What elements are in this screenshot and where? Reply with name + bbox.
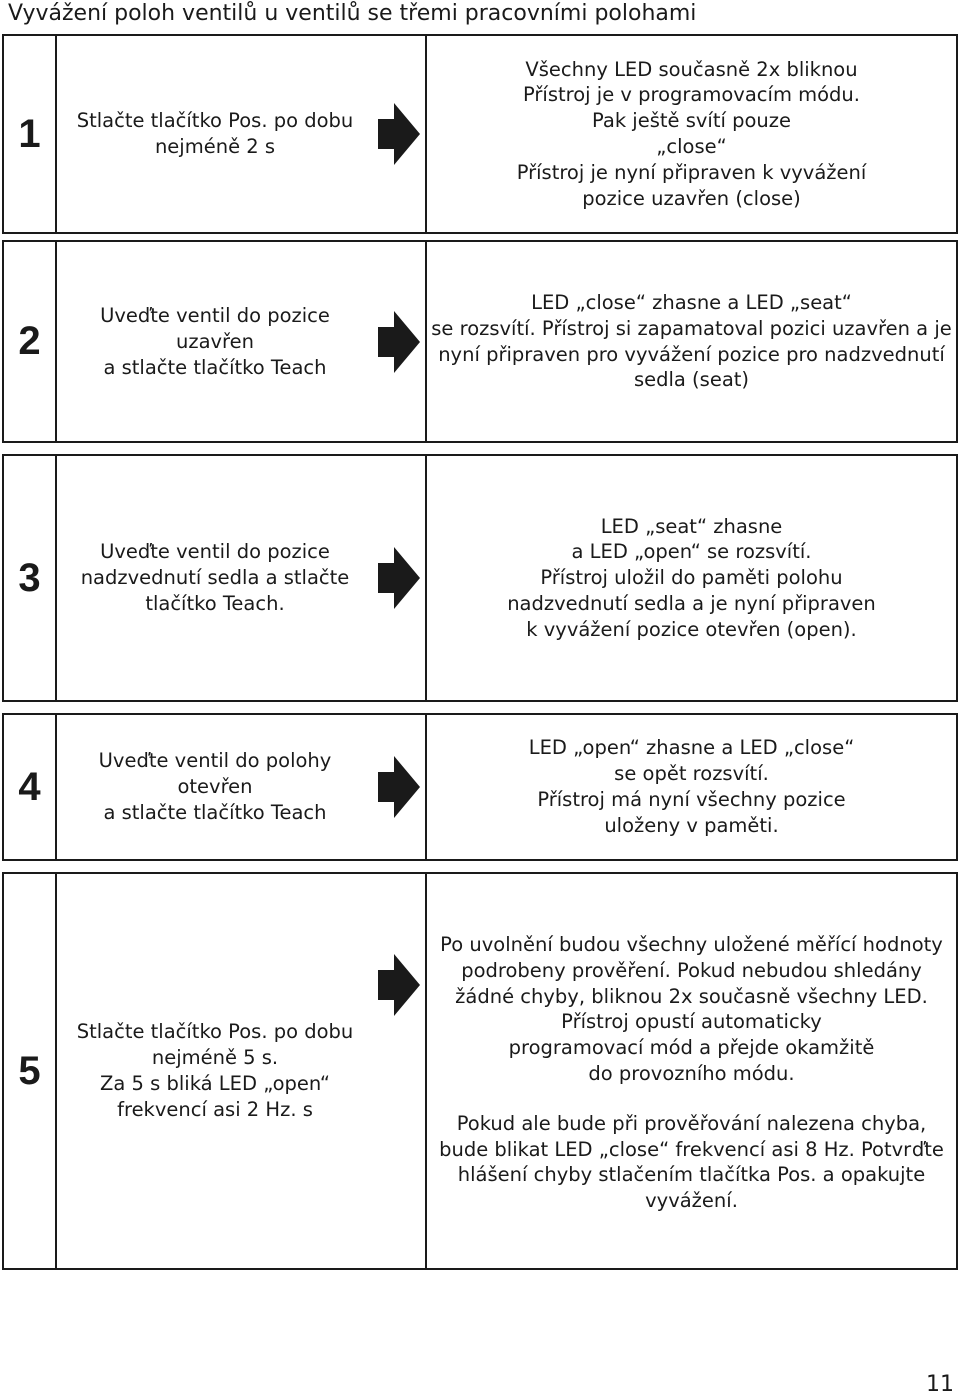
step-row-1	[2, 34, 958, 234]
result-line: vyvážení.	[645, 1189, 738, 1213]
result-line: pozice uzavřen (close)	[582, 186, 801, 210]
result-line: programovací mód a přejde okamžitě	[508, 1036, 875, 1060]
action-line: frekvencí asi 2 Hz. s	[117, 1098, 313, 1121]
step-row-5	[2, 872, 958, 1270]
step-result	[425, 874, 956, 1268]
result-line: hlášení chyby stlačením tlačítka Pos. a opakujte	[457, 1163, 926, 1187]
result-line: LED „close“ zhasne a LED „seat“	[531, 290, 852, 314]
result-line: se rozsvítí. Přístroj si zapamatoval pozici uzavřen a je	[431, 316, 952, 340]
action-line: otevřen	[177, 775, 253, 798]
result-line: k vyvážení pozice otevřen (open).	[526, 617, 857, 641]
action-line: a stlačte tlačítko Teach	[103, 801, 327, 824]
result-line: se opět rozsvítí.	[614, 762, 769, 786]
step-result	[425, 715, 956, 859]
result-line: sedla (seat)	[633, 368, 750, 392]
result-line: Pak ještě svítí pouze	[591, 109, 792, 133]
page-number: 11	[926, 1372, 954, 1397]
page-title: Vyvážení poloh ventilů u ventilů se třemi pracovními polohami	[8, 1, 697, 26]
action-line: a stlačte tlačítko Teach	[103, 355, 327, 379]
result-line: Přístroj opustí automaticky	[561, 1010, 822, 1034]
right-block-arrow-icon	[378, 311, 420, 373]
result-line: Všechny LED současně 2x bliknou	[525, 57, 858, 81]
right-block-arrow-icon	[378, 547, 420, 609]
result-line: „close“	[656, 135, 727, 158]
step-action	[57, 874, 373, 1268]
result-line: a LED „open“ se rozsvítí.	[571, 540, 812, 564]
action-line: nejméně 2 s	[154, 135, 276, 158]
step-result	[425, 36, 956, 232]
result-line: Pokud ale bude při prověřování nalezena chyba,	[456, 1111, 927, 1135]
action-line: Uveďte ventil do pozice	[100, 303, 330, 327]
action-line: Stlačte tlačítko Pos. po dobu	[76, 109, 354, 132]
action-line: Uveďte ventil do pozice	[100, 540, 330, 563]
step-number: 5	[4, 874, 57, 1268]
step-result	[425, 242, 956, 441]
action-line: Stlačte tlačítko Pos. po dobu	[76, 1020, 354, 1043]
step-action	[57, 456, 373, 700]
result-line: do provozního módu.	[588, 1061, 795, 1085]
action-line: uzavřen	[175, 329, 254, 353]
right-block-arrow-icon	[378, 103, 420, 165]
result-line: Přístroj uložil do paměti polohu	[540, 566, 843, 590]
step-result	[425, 456, 956, 700]
result-line: Přístroj je nyní připraven k vyvážení	[516, 160, 867, 184]
result-line: uloženy v paměti.	[604, 813, 779, 837]
step-row-4	[2, 713, 958, 861]
step-action	[57, 36, 373, 232]
action-line: nadzvednutí sedla a stlačte	[80, 566, 350, 589]
step-row-2	[2, 240, 958, 443]
result-line: LED „open“ zhasne a LED „close“	[528, 736, 855, 760]
action-line: Uveďte ventil do polohy	[98, 749, 332, 772]
step-number: 4	[4, 715, 57, 859]
right-block-arrow-icon	[378, 954, 420, 1016]
right-block-arrow-icon	[378, 756, 420, 818]
step-action	[57, 242, 373, 441]
step-number: 1	[4, 36, 57, 232]
step-row-3	[2, 454, 958, 702]
action-line: nejméně 5 s.	[151, 1046, 279, 1069]
step-action	[57, 715, 373, 859]
step-number: 3	[4, 456, 57, 700]
action-line: Za 5 s bliká LED „open“	[100, 1072, 330, 1095]
action-line: tlačítko Teach.	[145, 592, 285, 615]
result-line: Po uvolnění budou všechny uložené měřící hodnoty	[440, 933, 943, 956]
step-number: 2	[4, 242, 57, 441]
result-line: LED „seat“ zhasne	[600, 514, 783, 538]
result-line: bude blikat LED „close“ frekvencí asi 8 Hz. Potvrďte	[439, 1137, 944, 1161]
result-line: žádné chyby, bliknou 2x současně všechny LED.	[455, 984, 928, 1008]
result-line: Přístroj má nyní všechny pozice	[537, 788, 846, 811]
result-line: podrobeny prověření. Pokud nebudou shledány	[461, 958, 922, 982]
result-line: Přístroj je v programovacím módu.	[523, 83, 860, 107]
result-line: nadzvednutí sedla a je nyní připraven	[507, 591, 876, 615]
result-line: nyní připraven pro vyvážení pozice pro nadzvednutí	[438, 342, 945, 366]
